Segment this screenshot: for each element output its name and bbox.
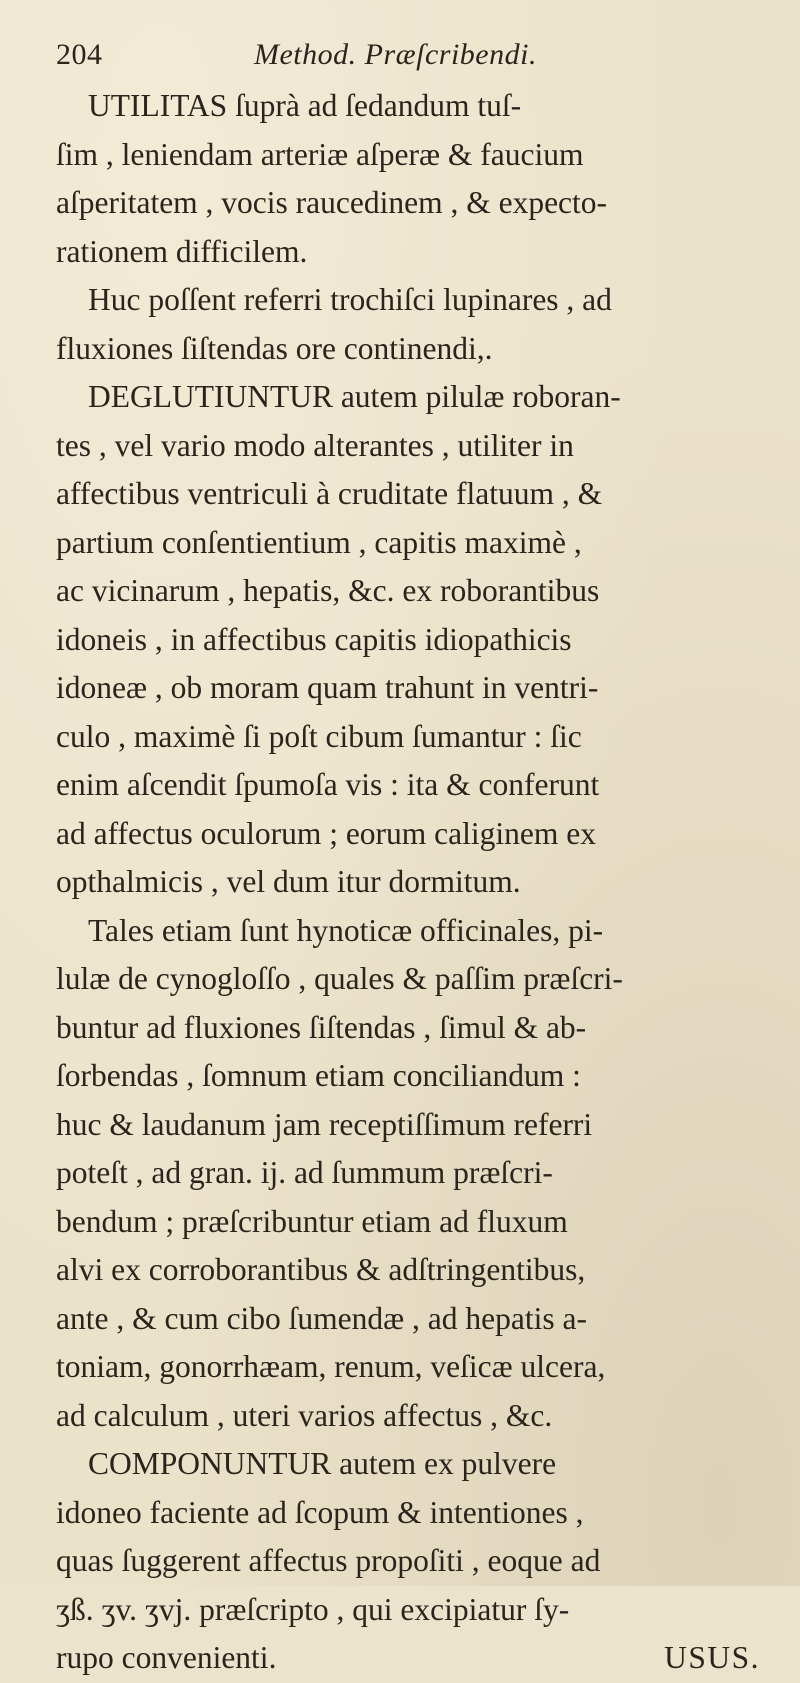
text-line: culo , maximè ſi poſt cibum ſumantur : ſic	[56, 718, 582, 754]
text-line: rationem difficilem.	[56, 233, 308, 269]
text-line: idoneæ , ob moram quam trahunt in ventri-	[56, 670, 599, 705]
text-line: ʒß. ʒv. ʒvj. præſcripto , qui excipiatur ſy-	[56, 1591, 570, 1627]
text-line: ante , & cum cibo ſumendæ , ad hepatis a-	[56, 1300, 587, 1336]
text-line: rupo convenienti.	[56, 1640, 277, 1675]
text-line: buntur ad fluxiones ſiſtendas , ſimul & ab-	[56, 1009, 587, 1045]
running-title: Method. Præſcribendi.	[254, 38, 537, 71]
text-line: Tales etiam ſunt hynoticæ officinales, pi-	[88, 912, 604, 948]
text-line: enim aſcendit ſpumoſa vis : ita & conferunt	[56, 767, 600, 802]
text-line: COMPONUNTUR autem ex pulvere	[88, 1446, 557, 1481]
text-line: idoneo faciente ad ſcopum & intentiones ,	[56, 1494, 584, 1530]
paragraph-componuntur	[56, 1440, 778, 1683]
text-line: DEGLUTIUNTUR autem pilulæ roboran-	[88, 379, 621, 414]
page-body	[56, 82, 778, 1683]
text-line: huc & laudanum jam receptiſſimum referri	[56, 1106, 593, 1142]
text-line: fluxiones ſiſtendas ore continendi,.	[56, 330, 493, 366]
text-line: aſperitatem , vocis raucedinem , & expecto-	[56, 185, 608, 220]
text-line: ſorbendas , ſomnum etiam conciliandum :	[56, 1058, 581, 1093]
text-line: bendum ; præſcribuntur etiam ad fluxum	[56, 1203, 568, 1239]
text-line: alvi ex corroborantibus & adſtringentibus,	[56, 1252, 586, 1287]
paragraph-deglutiuntur	[56, 373, 778, 907]
catchword: USUS.	[664, 1640, 760, 1675]
text-line: idoneis , in affectibus capitis idiopathicis	[56, 621, 572, 657]
text-line: ſim , leniendam arteriæ aſperæ & faucium	[56, 136, 584, 172]
page-header	[56, 38, 778, 82]
text-line: Huc poſſent referri trochiſci lupinares , ad	[88, 282, 612, 317]
text-line: quas ſuggerent affectus propoſiti , eoque ad	[56, 1543, 601, 1578]
text-line: opthalmicis , vel dum itur dormitum.	[56, 864, 521, 899]
text-line: lulæ de cynogloſſo , quales & paſſim præſcri-	[56, 961, 623, 996]
text-line: ac vicinarum , hepatis, &c. ex roborantibus	[56, 573, 600, 608]
text-line: UTILITAS ſuprà ad ſedandum tuſ-	[88, 88, 522, 123]
text-line: affectibus ventriculi à cruditate flatuum , &	[56, 476, 603, 511]
text-line: poteſt , ad gran. ij. ad ſummum præſcri-	[56, 1155, 553, 1190]
paragraph-utilitas	[56, 82, 778, 276]
text-line: ad affectus oculorum ; eorum caliginem ex	[56, 815, 596, 851]
paragraph-trochisci	[56, 276, 778, 373]
text-line: toniam, gonorrhæam, renum, veſicæ ulcera,	[56, 1349, 606, 1384]
text-line: partium conſentientium , capitis maximè ,	[56, 524, 582, 560]
last-line	[56, 1634, 778, 1683]
page-number: 204	[56, 38, 103, 71]
text-line: ad calculum , uteri varios affectus , &c.	[56, 1397, 553, 1433]
paragraph-tales	[56, 907, 778, 1441]
text-line: tes , vel vario modo alterantes , utiliter in	[56, 427, 574, 463]
